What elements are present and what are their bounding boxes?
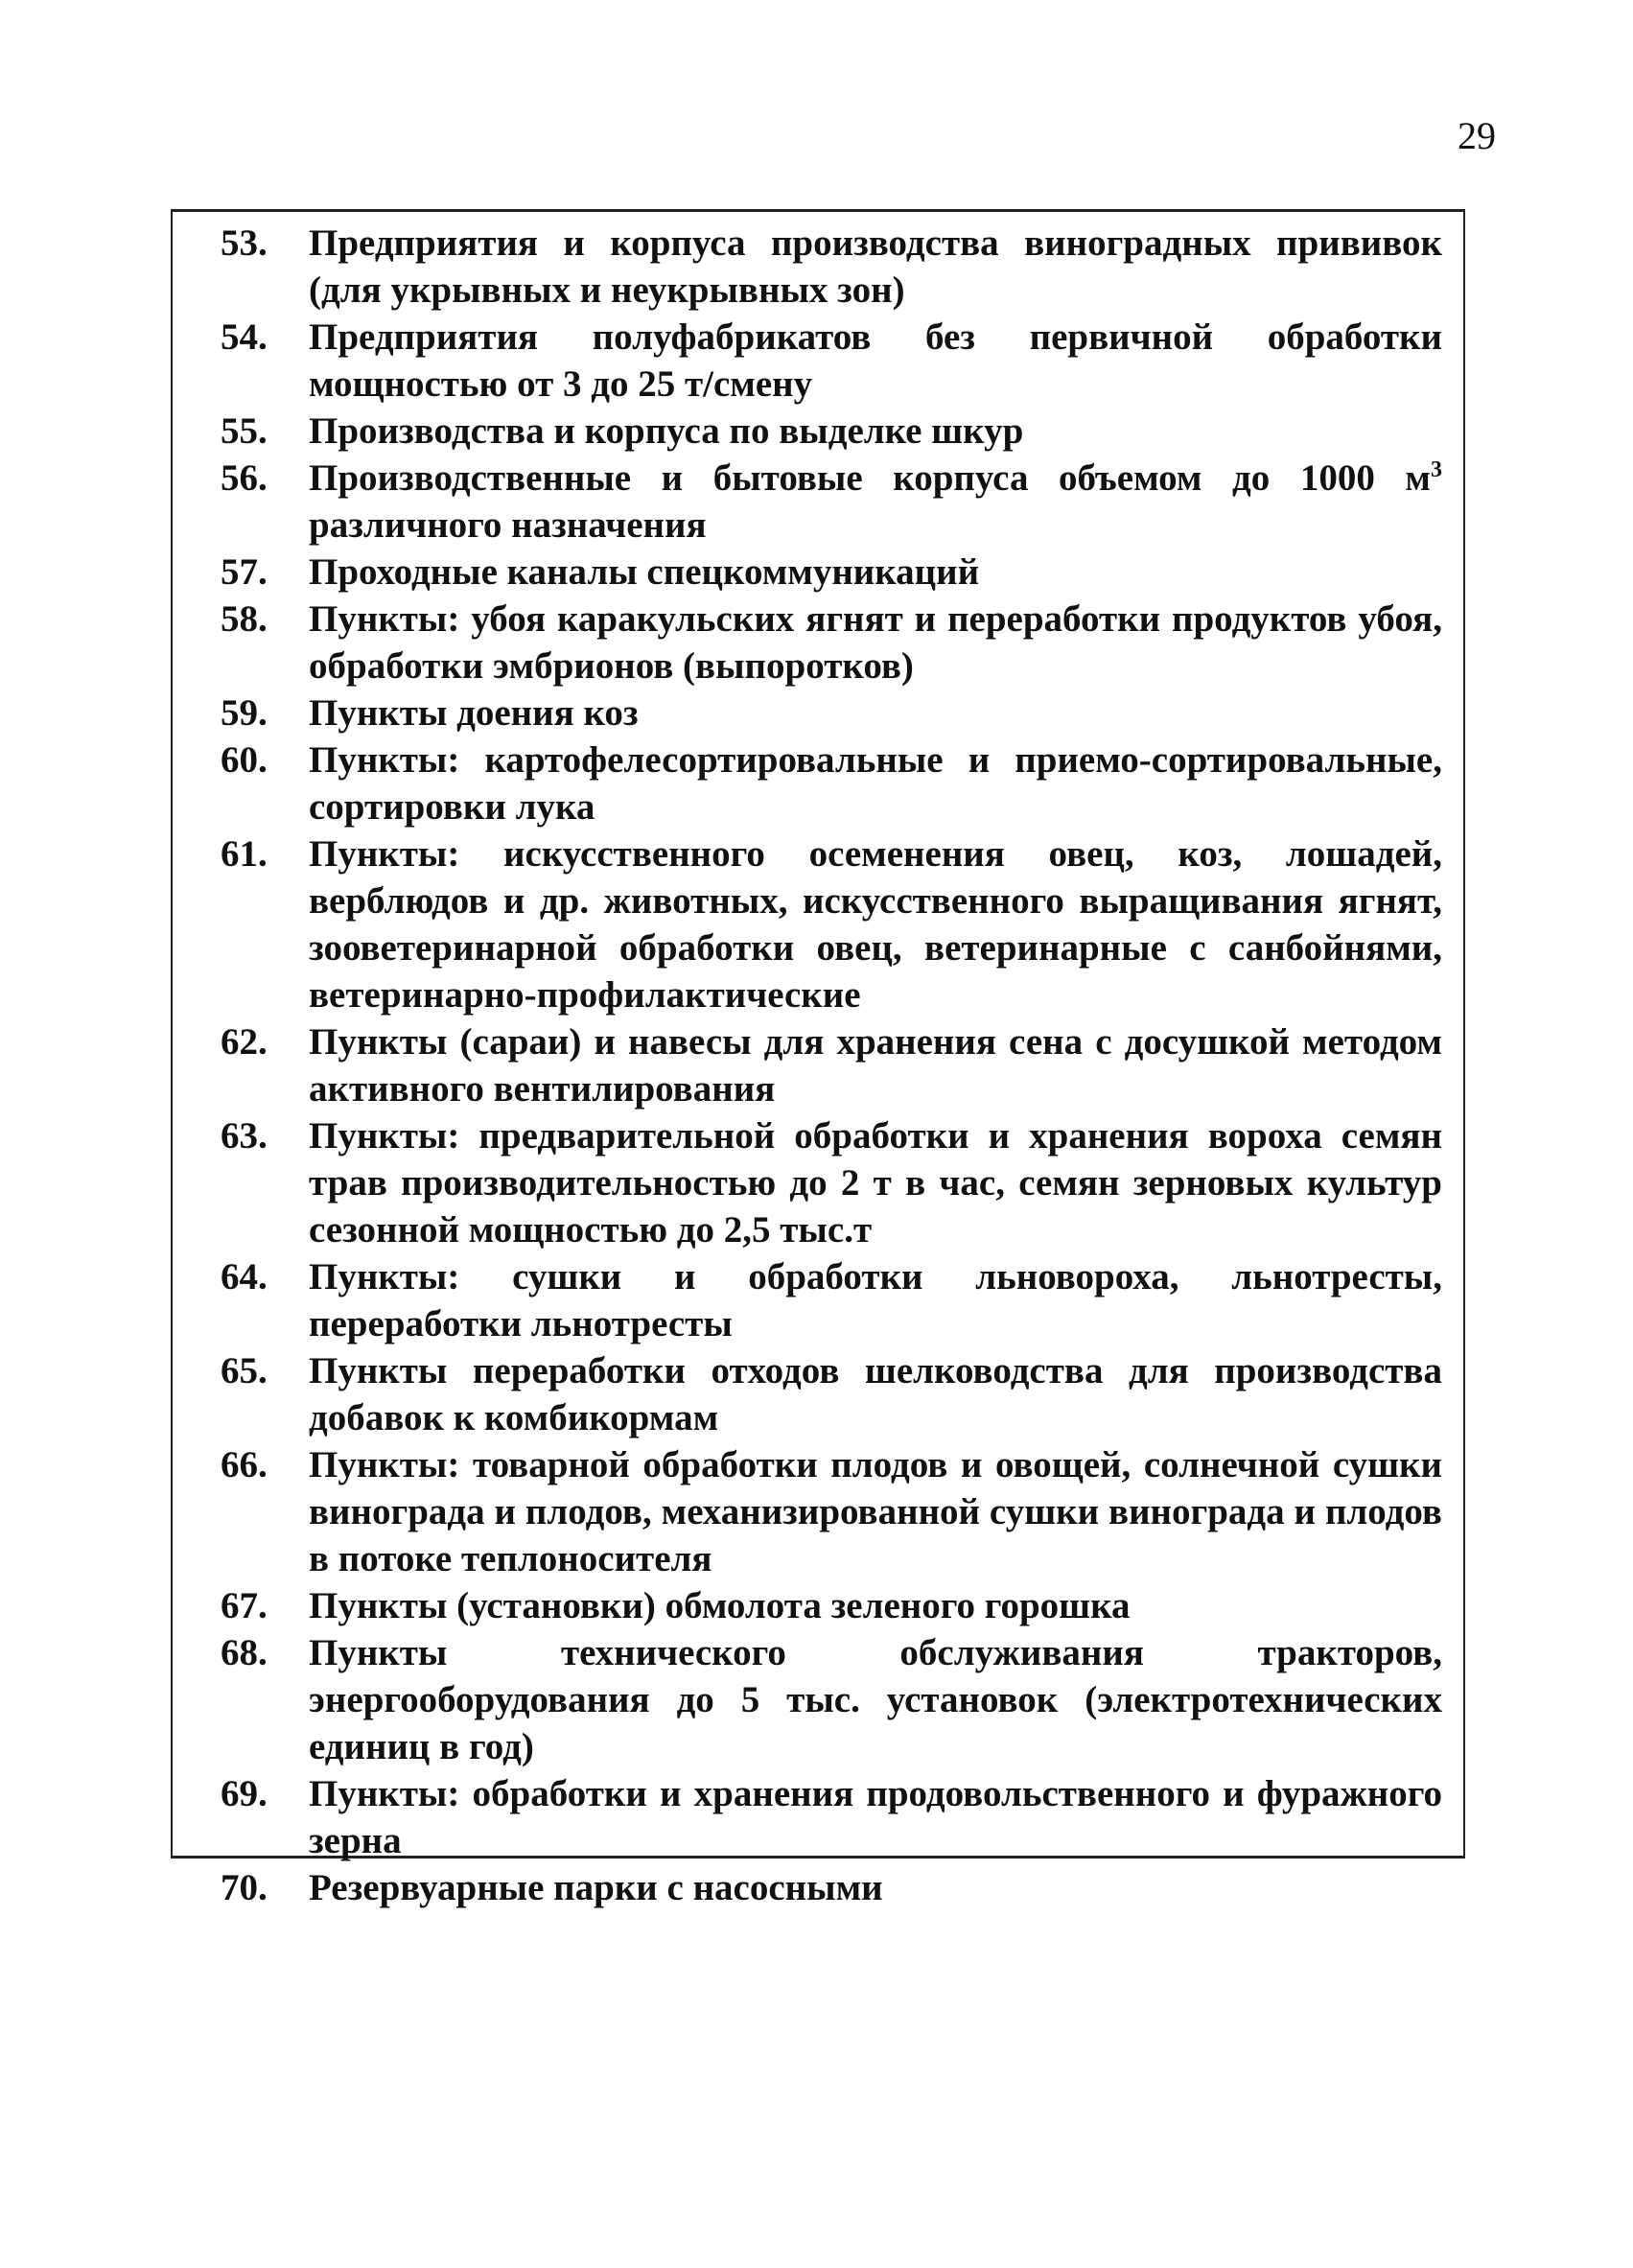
list-item bbox=[173, 314, 1463, 408]
item-number: 66. bbox=[221, 1444, 268, 1485]
item-number: 54. bbox=[221, 316, 268, 358]
item-text: Пункты доения коз bbox=[309, 692, 639, 734]
item-text: Пункты: искусственного осеменения овец, коз, лошадей, верблюдов и др. животных, искусственного выращивания ягнят, зооветеринарной обработки овец, ветеринарные с санбойнями, ветеринарно-профилактические bbox=[309, 833, 1442, 1016]
list-item bbox=[173, 1112, 1463, 1253]
item-number: 63. bbox=[221, 1115, 268, 1157]
item-number: 67. bbox=[221, 1585, 268, 1626]
item-number: 57. bbox=[221, 551, 268, 593]
page-number: 29 bbox=[1458, 114, 1496, 157]
item-text: Пункты: обработки и хранения продовольственного и фуражного зерна bbox=[309, 1773, 1442, 1861]
list-item bbox=[173, 1253, 1463, 1347]
list-item bbox=[173, 596, 1463, 690]
item-number: 68. bbox=[221, 1632, 268, 1673]
list-item bbox=[173, 737, 1463, 830]
item-number: 62. bbox=[221, 1021, 268, 1063]
item-text: Предприятия и корпуса производства виноградных прививок (для укрывных и неукрывных зон) bbox=[309, 222, 1442, 311]
item-text: Производства и корпуса по выделке шкур bbox=[309, 410, 1024, 452]
list-item bbox=[173, 1582, 1463, 1629]
item-number: 70. bbox=[221, 1867, 268, 1908]
item-text: Производственные и бытовые корпуса объемом до 1000 м bbox=[309, 457, 1431, 499]
item-number: 60. bbox=[221, 739, 268, 781]
list-item bbox=[173, 1864, 1463, 1911]
list-item bbox=[173, 1347, 1463, 1441]
list-item bbox=[173, 1441, 1463, 1582]
list-item bbox=[173, 408, 1463, 455]
item-text-continued: различного назначения bbox=[309, 504, 707, 546]
item-number: 56. bbox=[221, 457, 268, 499]
item-number: 55. bbox=[221, 410, 268, 452]
item-text: Пункты: картофелесортировальные и приемо-сортировальные, сортировки лука bbox=[309, 739, 1442, 828]
item-number: 64. bbox=[221, 1256, 268, 1298]
item-number: 58. bbox=[221, 598, 268, 640]
item-text: Пункты технического обслуживания тракторов, энергооборудования до 5 тыс. установок (электротехнических единиц в год) bbox=[309, 1632, 1442, 1767]
item-text: Проходные каналы спецкоммуникаций bbox=[309, 551, 980, 593]
item-text: Пункты переработки отходов шелководства для производства добавок к комбикормам bbox=[309, 1350, 1442, 1438]
item-number: 65. bbox=[221, 1350, 268, 1391]
superscript-exponent: 3 bbox=[1431, 457, 1442, 482]
list-item bbox=[173, 830, 1463, 1018]
list-item bbox=[173, 1018, 1463, 1112]
item-number: 61. bbox=[221, 833, 268, 875]
item-text: Резервуарные парки с насосными bbox=[309, 1867, 883, 1908]
item-text: Пункты: убоя каракульских ягнят и переработки продуктов убоя, обработки эмбрионов (выпоротков) bbox=[309, 598, 1442, 687]
item-number: 59. bbox=[221, 692, 268, 734]
list-item bbox=[173, 690, 1463, 737]
item-text: Пункты: товарной обработки плодов и овощей, солнечной сушки винограда и плодов, механизированной сушки винограда и плодов в потоке теплоносителя bbox=[309, 1444, 1442, 1579]
item-text: Пункты (установки) обмолота зеленого горошка bbox=[309, 1585, 1131, 1626]
item-text: Пункты: сушки и обработки льновороха, льнотресты, переработки льнотресты bbox=[309, 1256, 1442, 1344]
numbered-list bbox=[171, 209, 1465, 1908]
list-item bbox=[173, 1770, 1463, 1864]
list-item bbox=[173, 1629, 1463, 1770]
list-item bbox=[173, 455, 1463, 549]
item-text: Предприятия полуфабрикатов без первичной обработки мощностью от 3 до 25 т/смену bbox=[309, 316, 1442, 405]
list-item bbox=[173, 220, 1463, 314]
item-number: 69. bbox=[221, 1773, 268, 1814]
list-item bbox=[173, 549, 1463, 596]
item-text: Пункты: предварительной обработки и хранения вороха семян трав производительностью до 2 т в час, семян зерновых культур сезонной мощностью до 2,5 тыс.т bbox=[309, 1115, 1442, 1251]
item-text: Пункты (сараи) и навесы для хранения сена с досушкой методом активного вентилирования bbox=[309, 1021, 1442, 1110]
item-number: 53. bbox=[221, 222, 268, 264]
